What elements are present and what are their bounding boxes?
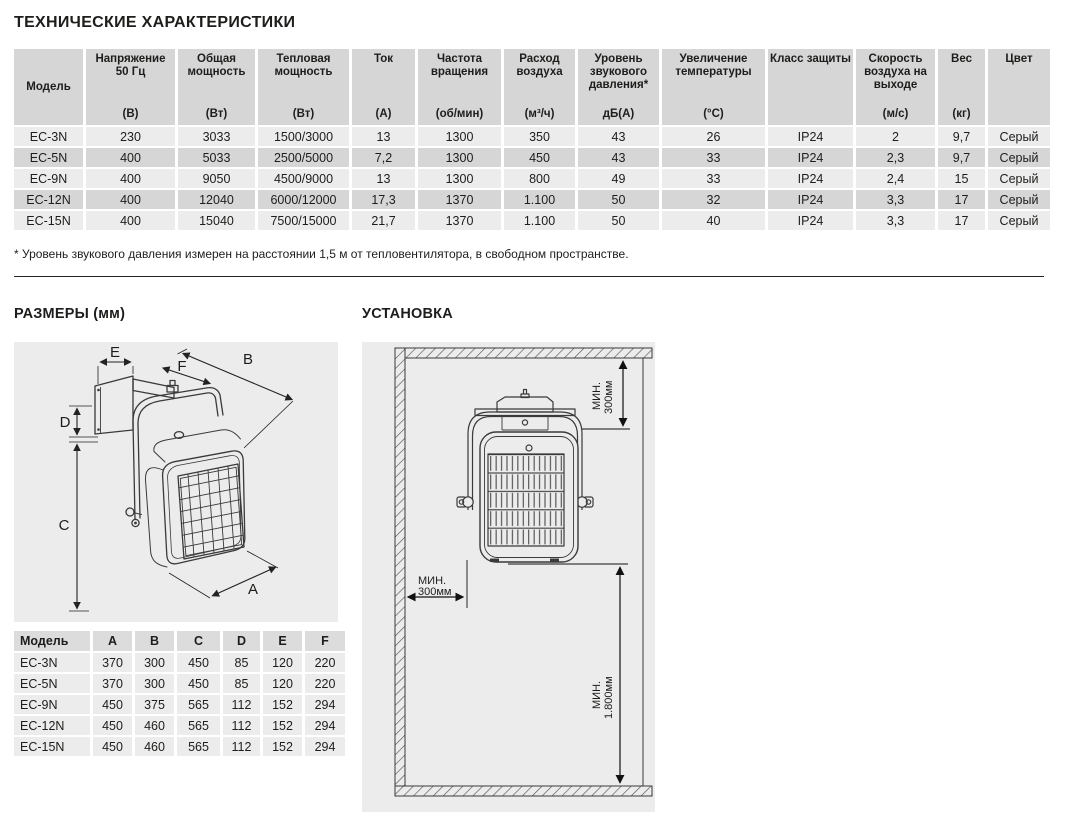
spec-cell: 49 bbox=[578, 169, 659, 188]
spec-cell: 50 bbox=[578, 211, 659, 230]
spec-cell: 15 bbox=[938, 169, 985, 188]
spec-cell: EC-3N bbox=[14, 127, 83, 146]
spec-table-row bbox=[14, 127, 1050, 146]
dims-table-row bbox=[14, 674, 345, 693]
dims-cell: EC-3N bbox=[14, 653, 90, 672]
spec-cell: EC-15N bbox=[14, 211, 83, 230]
spec-cell: 2,4 bbox=[856, 169, 935, 188]
spec-cell: 3,3 bbox=[856, 211, 935, 230]
spec-cell: 17 bbox=[938, 190, 985, 209]
dims-cell: 450 bbox=[177, 653, 220, 672]
spec-column-header: Расход воздуха (м³/ч) bbox=[504, 49, 575, 125]
dims-cell: 300 bbox=[135, 674, 174, 693]
dims-cell: 220 bbox=[305, 653, 345, 672]
spec-cell: 7,2 bbox=[352, 148, 415, 167]
dims-cell: 120 bbox=[263, 674, 302, 693]
spec-column-header: Общая мощность (Вт) bbox=[178, 49, 255, 125]
spec-column-header: Скорость воздуха на выходе (м/с) bbox=[856, 49, 935, 125]
dim-label-e: E bbox=[109, 344, 121, 361]
spec-cell: 40 bbox=[662, 211, 765, 230]
dims-cell: 152 bbox=[263, 737, 302, 756]
spec-cell: 2 bbox=[856, 127, 935, 146]
spec-column-header: Напряжение 50 Гц (В) bbox=[86, 49, 175, 125]
spec-cell: 13 bbox=[352, 169, 415, 188]
dims-cell: 112 bbox=[223, 695, 260, 714]
spec-cell: Серый bbox=[988, 127, 1050, 146]
dim-label-b: B bbox=[242, 351, 254, 368]
spec-table-row bbox=[14, 148, 1050, 167]
dims-cell: 450 bbox=[93, 737, 132, 756]
spec-cell: Серый bbox=[988, 169, 1050, 188]
spec-cell: 1.100 bbox=[504, 190, 575, 209]
installation-diagram bbox=[362, 342, 655, 812]
dims-cell: EC-15N bbox=[14, 737, 90, 756]
spec-cell: 21,7 bbox=[352, 211, 415, 230]
dims-cell: 85 bbox=[223, 674, 260, 693]
dimensions-diagram bbox=[14, 342, 338, 622]
spec-cell: 1370 bbox=[418, 211, 501, 230]
spec-cell: 26 bbox=[662, 127, 765, 146]
dims-header-row bbox=[14, 631, 345, 651]
spec-cell: EC-12N bbox=[14, 190, 83, 209]
footnote: * Уровень звукового давления измерен на расстоянии 1,5 м от тепловентилятора, в свободном пространстве. bbox=[14, 247, 629, 261]
spec-column-header: Цвет bbox=[988, 49, 1050, 125]
divider-line bbox=[14, 276, 1044, 277]
floor-clearance-label-2: 1.800мм bbox=[603, 676, 615, 719]
spec-cell: 2500/5000 bbox=[258, 148, 349, 167]
spec-cell: Серый bbox=[988, 211, 1050, 230]
spec-cell: 400 bbox=[86, 169, 175, 188]
dims-column-header: D bbox=[223, 631, 260, 651]
spec-cell: 33 bbox=[662, 169, 765, 188]
spec-table-row bbox=[14, 211, 1050, 230]
spec-cell: 1500/3000 bbox=[258, 127, 349, 146]
dims-cell: 112 bbox=[223, 737, 260, 756]
dims-column-header: A bbox=[93, 631, 132, 651]
dim-label-f: F bbox=[177, 358, 187, 375]
spec-cell: 2,3 bbox=[856, 148, 935, 167]
spec-cell: 43 bbox=[578, 127, 659, 146]
spec-cell: 400 bbox=[86, 211, 175, 230]
dims-cell: 370 bbox=[93, 674, 132, 693]
dimensions-section-title: РАЗМЕРЫ (мм) bbox=[14, 306, 126, 322]
heater-isometric-art bbox=[95, 376, 245, 567]
spec-cell: EC-5N bbox=[14, 148, 83, 167]
dims-cell: 294 bbox=[305, 737, 345, 756]
dims-cell: EC-12N bbox=[14, 716, 90, 735]
spec-column-header: Вес (кг) bbox=[938, 49, 985, 125]
dims-column-header: C bbox=[177, 631, 220, 651]
spec-cell: 50 bbox=[578, 190, 659, 209]
ceiling-clearance-label-2: 300мм bbox=[603, 380, 615, 414]
spec-cell: 1300 bbox=[418, 127, 501, 146]
spec-column-header: Тепловая мощность (Вт) bbox=[258, 49, 349, 125]
dims-cell: 375 bbox=[135, 695, 174, 714]
spec-cell: 6000/12000 bbox=[258, 190, 349, 209]
dimensions-table bbox=[11, 629, 348, 758]
dims-table-row bbox=[14, 716, 345, 735]
spec-table-row bbox=[14, 190, 1050, 209]
spec-cell: IP24 bbox=[768, 169, 853, 188]
dims-cell: 152 bbox=[263, 716, 302, 735]
spec-cell: 5033 bbox=[178, 148, 255, 167]
spec-cell: 400 bbox=[86, 190, 175, 209]
spec-column-header: Ток (А) bbox=[352, 49, 415, 125]
spec-cell: 450 bbox=[504, 148, 575, 167]
spec-cell: 3033 bbox=[178, 127, 255, 146]
ceiling-clearance-label-1: МИН. bbox=[591, 381, 603, 410]
spec-cell: 350 bbox=[504, 127, 575, 146]
page-title: ТЕХНИЧЕСКИЕ ХАРАКТЕРИСТИКИ bbox=[14, 14, 296, 31]
dim-label-a: A bbox=[247, 581, 259, 598]
spec-cell: 9050 bbox=[178, 169, 255, 188]
spec-cell: Серый bbox=[988, 190, 1050, 209]
dims-column-header: Модель bbox=[14, 631, 90, 651]
dims-cell: 220 bbox=[305, 674, 345, 693]
spec-header-row bbox=[14, 49, 1050, 125]
dim-label-d: D bbox=[59, 414, 71, 431]
dims-cell: 294 bbox=[305, 695, 345, 714]
dims-table-row bbox=[14, 695, 345, 714]
dims-column-header: F bbox=[305, 631, 345, 651]
installation-section-title: УСТАНОВКА bbox=[362, 306, 453, 322]
spec-cell: IP24 bbox=[768, 127, 853, 146]
dims-cell: 294 bbox=[305, 716, 345, 735]
spec-cell: 12040 bbox=[178, 190, 255, 209]
dimensions-diagram-panel bbox=[14, 342, 338, 622]
spec-cell: 9,7 bbox=[938, 148, 985, 167]
spec-column-header: Модель bbox=[14, 49, 83, 125]
spec-cell: IP24 bbox=[768, 148, 853, 167]
dims-cell: 450 bbox=[177, 674, 220, 693]
spec-cell: EC-9N bbox=[14, 169, 83, 188]
dims-column-header: B bbox=[135, 631, 174, 651]
spec-cell: 4500/9000 bbox=[258, 169, 349, 188]
dims-table-row bbox=[14, 653, 345, 672]
dims-cell: 565 bbox=[177, 695, 220, 714]
dims-cell: 370 bbox=[93, 653, 132, 672]
dims-cell: 565 bbox=[177, 716, 220, 735]
spec-cell: 230 bbox=[86, 127, 175, 146]
spec-column-header: Частота вращения (об/мин) bbox=[418, 49, 501, 125]
spec-cell: 1300 bbox=[418, 169, 501, 188]
spec-cell: 32 bbox=[662, 190, 765, 209]
dims-cell: 565 bbox=[177, 737, 220, 756]
spec-column-header: Увеличение температуры (°С) bbox=[662, 49, 765, 125]
spec-column-header: Класс защиты bbox=[768, 49, 853, 125]
spec-cell: 400 bbox=[86, 148, 175, 167]
dims-cell: 450 bbox=[93, 716, 132, 735]
spec-cell: Серый bbox=[988, 148, 1050, 167]
dims-cell: 152 bbox=[263, 695, 302, 714]
spec-cell: 7500/15000 bbox=[258, 211, 349, 230]
spec-cell: 1300 bbox=[418, 148, 501, 167]
spec-cell: 800 bbox=[504, 169, 575, 188]
spec-cell: 15040 bbox=[178, 211, 255, 230]
dims-column-header: E bbox=[263, 631, 302, 651]
floor-clearance-label-1: МИН. bbox=[591, 680, 603, 709]
spec-cell: 17 bbox=[938, 211, 985, 230]
wall-clearance-label-2: 300мм bbox=[418, 586, 452, 598]
spec-cell: 33 bbox=[662, 148, 765, 167]
dims-cell: 85 bbox=[223, 653, 260, 672]
spec-cell: 1370 bbox=[418, 190, 501, 209]
dims-cell: 460 bbox=[135, 737, 174, 756]
spec-table bbox=[11, 47, 1053, 232]
spec-column-header: Уровень звукового давления* дБ(А) bbox=[578, 49, 659, 125]
dims-cell: 300 bbox=[135, 653, 174, 672]
spec-table-row bbox=[14, 169, 1050, 188]
spec-cell: 13 bbox=[352, 127, 415, 146]
spec-cell: 1.100 bbox=[504, 211, 575, 230]
clearance-dimensions bbox=[408, 362, 630, 783]
installation-diagram-panel bbox=[362, 342, 655, 812]
spec-cell: IP24 bbox=[768, 190, 853, 209]
spec-cell: 17,3 bbox=[352, 190, 415, 209]
dims-cell: 120 bbox=[263, 653, 302, 672]
dims-cell: 450 bbox=[93, 695, 132, 714]
spec-cell: 9,7 bbox=[938, 127, 985, 146]
spec-cell: IP24 bbox=[768, 211, 853, 230]
spec-cell: 3,3 bbox=[856, 190, 935, 209]
wall-clearance-label-1: МИН. bbox=[418, 575, 447, 587]
dims-cell: 460 bbox=[135, 716, 174, 735]
dims-cell: EC-9N bbox=[14, 695, 90, 714]
dims-cell: EC-5N bbox=[14, 674, 90, 693]
dims-table-row bbox=[14, 737, 345, 756]
heater-front-art bbox=[457, 390, 593, 563]
dims-cell: 112 bbox=[223, 716, 260, 735]
spec-cell: 43 bbox=[578, 148, 659, 167]
plate-screws bbox=[97, 389, 137, 525]
dim-label-c: C bbox=[58, 517, 70, 534]
